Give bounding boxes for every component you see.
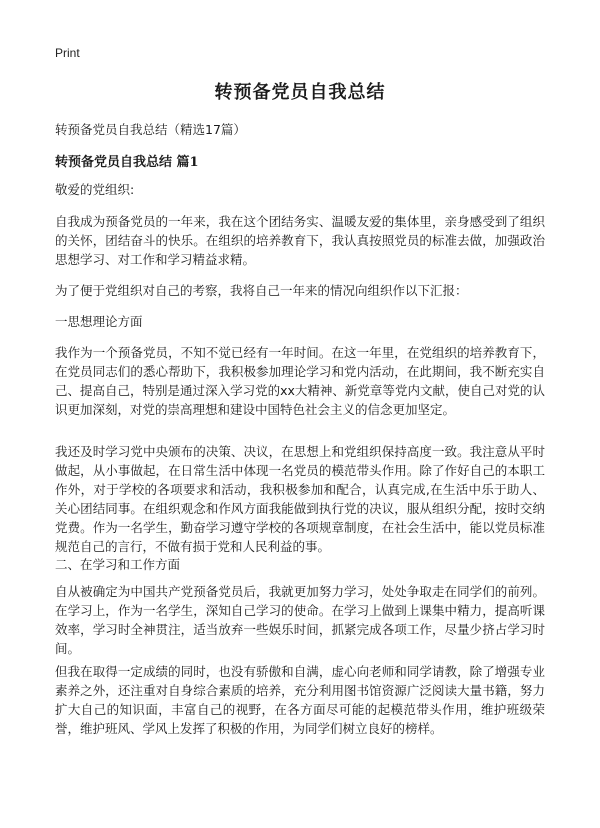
- paragraph: 我作为一个预备党员，不知不觉已经有一年时间。在这一年里，在党组织的培养教育下，在党员同志们的悉心帮助下，我积极参加理论学习和党内活动，在此期间，我不断充实自己、提高自己，特别是通过深入学习党的xx大精神、新党章等党内文献，使自己对党的认识更加深刻，对党的崇高理想和建设中国特色社会主义的信念更加坚定。: [55, 345, 545, 417]
- subsection-heading: 二、在学习和工作方面: [55, 557, 181, 572]
- print-link[interactable]: Print: [55, 46, 80, 60]
- document-subtitle: 转预备党员自我总结（精选17篇）: [55, 122, 246, 137]
- paragraph: 自从被确定为中国共产党预备党员后，我就更加努力学习，处处争取走在同学们的前列。在学习上，作为一名学生，深知自己学习的使命。在学习上做到上课集中精力，提高听课效率，学习时全神贯注，适当放弃一些娱乐时间，抓紧完成各项工作，尽量少挤占学习时间。: [55, 584, 545, 656]
- salutation: 敬爱的党组织:: [55, 182, 135, 197]
- paragraph: 为了便于党组织对自己的考察，我将自己一年来的情况向组织作以下汇报：: [55, 283, 468, 298]
- paragraph: 但我在取得一定成绩的同时，也没有骄傲和自满，虚心向老师和同学请教，除了增强专业素养之外，还注重对自身综合素质的培养，充分利用图书馆资源广泛阅读大量书籍，努力扩大自己的知识面，丰富自己的视野，在各方面尽可能的起模范带头作用，维护班级荣誉，维护班风、学风上发挥了积极的作用，为同学们树立良好的榜样。: [55, 664, 545, 736]
- page-title: 转预备党员自我总结: [214, 82, 386, 103]
- paragraph: 自我成为预备党员的一年来，我在这个团结务实、温暖友爱的集体里，亲身感受到了组织的关怀，团结奋斗的快乐。在组织的培养教育下，我认真按照党员的标准去做，加强政治思想学习、对工作和学习精益求精。: [55, 214, 545, 267]
- section-heading: 转预备党员自我总结 篇1: [55, 155, 199, 170]
- paragraph: 我还及时学习党中央颁布的决策、决议，在思想上和党组织保持高度一致。我注意从平时做起，从小事做起，在日常生活中体现一名党员的模范带头作用。除了作好自己的本职工作外，对于学校的各项要求和活动，我积极参加和配合，认真完成,在生活中乐于助人、关心团结同事。在组织观念和作风方面我能做到执行党的决议，服从组织分配，按时交纳党费。作为一名学生，勤奋学习遵守学校的各项规章制度，在社会生活中，能以党员标准规范自己的言行，不做有损于党和人民利益的事。: [55, 444, 545, 554]
- subsection-heading: 一思想理论方面: [55, 314, 143, 329]
